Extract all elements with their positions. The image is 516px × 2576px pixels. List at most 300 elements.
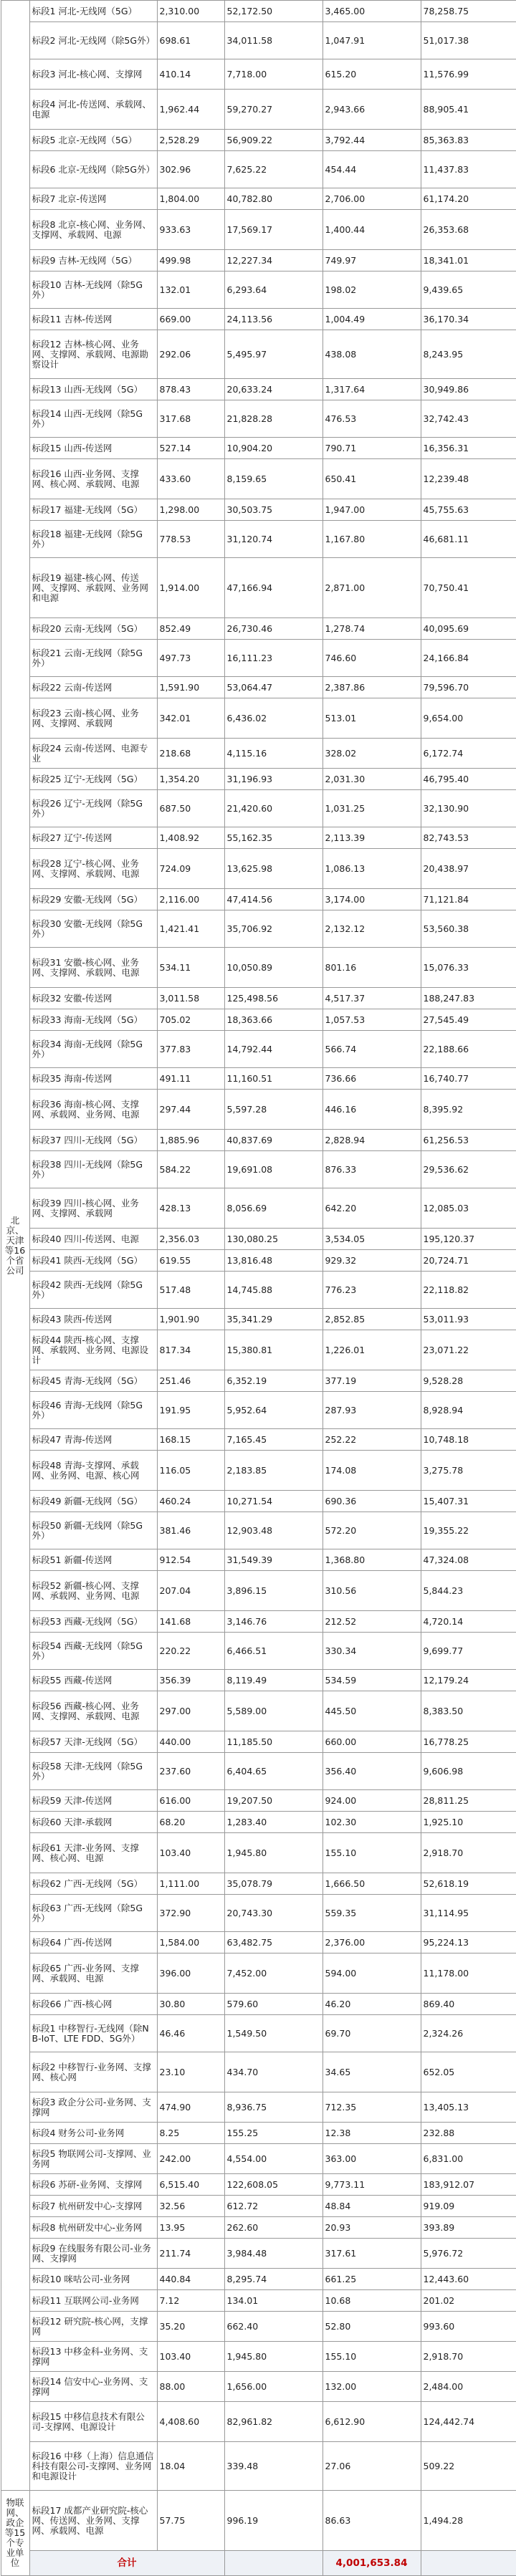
value-cell-c3: 27.06 (322, 2442, 421, 2491)
value-cell-c3: 661.25 (322, 2269, 421, 2290)
value-cell-c3: 746.60 (322, 640, 421, 677)
value-cell-c2: 12,227.34 (224, 250, 322, 271)
value-cell-c4: 20,724.71 (421, 1250, 516, 1272)
value-cell-c3: 1,666.50 (322, 1873, 421, 1895)
value-cell-c3: 476.53 (322, 400, 421, 438)
value-cell-c3: 3,174.00 (322, 889, 421, 910)
value-cell-c2: 155.25 (224, 2123, 322, 2144)
section-name-cell: 标段13 山西-无线网（5G） (29, 379, 157, 400)
value-cell-c4: 52,618.19 (421, 1873, 516, 1895)
value-cell-c2: 4,115.16 (224, 739, 322, 769)
value-cell-c1: 116.05 (157, 1451, 224, 1491)
value-cell-c3: 86.63 (322, 2491, 421, 2551)
value-cell-c4: 9,654.00 (421, 698, 516, 739)
value-cell-c2: 2,183.85 (224, 1451, 322, 1491)
section-name-cell: 标段8 北京-核心网、业务网、支撑网、承载网、电源 (29, 210, 157, 250)
section-name-cell: 标段18 福建-无线网（除5G外） (29, 521, 157, 558)
section-name-cell: 标段1 中移智行-无线网（除NB-IoT、LTE FDD、5G外） (29, 2015, 157, 2052)
section-name-cell: 标段1 河北-无线网（5G） (29, 1, 157, 22)
value-cell-c2: 662.40 (224, 2312, 322, 2342)
value-cell-c2: 1,549.50 (224, 2015, 322, 2052)
value-cell-c4: 993.60 (421, 2312, 516, 2342)
value-cell-c3: 534.59 (322, 1670, 421, 1691)
table-row (1, 1188, 516, 1229)
value-cell-c2: 47,166.94 (224, 558, 322, 618)
value-cell-c4: 18,341.01 (421, 250, 516, 271)
value-cell-c4: 9,439.65 (421, 271, 516, 309)
value-cell-c2: 7,625.22 (224, 151, 322, 188)
table-row (1, 948, 516, 988)
value-cell-c3: 328.02 (322, 739, 421, 769)
value-cell-c1: 584.22 (157, 1151, 224, 1188)
value-cell-c4: 4,720.14 (421, 1611, 516, 1633)
value-cell-c1: 1,591.90 (157, 677, 224, 698)
group-label-cell: 北京、天津等16个省公司 (1, 1, 29, 2491)
value-cell-c2: 10,271.54 (224, 1491, 322, 1512)
value-cell-c4: 9,699.77 (421, 1633, 516, 1670)
table-row (1, 1812, 516, 1833)
value-cell-c4: 195,120.37 (421, 1229, 516, 1250)
value-cell-c3: 2,828.94 (322, 1130, 421, 1151)
section-name-cell: 标段31 安徽-核心网、业务网、支撑网、承载网、电源 (29, 948, 157, 988)
section-name-cell: 标段47 青海-传送网 (29, 1429, 157, 1451)
table-row (1, 1873, 516, 1895)
value-cell-c2: 1,945.80 (224, 2342, 322, 2372)
table-row (1, 2015, 516, 2052)
value-cell-c3: 566.74 (322, 1031, 421, 1068)
table-row (1, 271, 516, 309)
value-cell-c1: 141.68 (157, 1611, 224, 1633)
table-row (1, 459, 516, 499)
table-row (1, 2442, 516, 2491)
value-cell-c1: 317.68 (157, 400, 224, 438)
value-cell-c1: 534.11 (157, 948, 224, 988)
value-cell-c1: 440.84 (157, 2269, 224, 2290)
value-cell-c1: 619.55 (157, 1250, 224, 1272)
value-cell-c1: 7.12 (157, 2290, 224, 2312)
table-row (1, 1031, 516, 1068)
value-cell-c2: 6,404.65 (224, 1753, 322, 1790)
total-value-cell-c3 (421, 2551, 516, 2576)
section-name-cell: 标段14 信安中心-业务网、支撑网 (29, 2372, 157, 2402)
value-cell-c2: 56,909.22 (224, 130, 322, 151)
value-cell-c1: 242.00 (157, 2144, 224, 2174)
value-cell-c2: 52,172.50 (224, 1, 322, 22)
value-cell-c1: 2,116.00 (157, 889, 224, 910)
section-name-cell: 标段34 海南-无线网（除5G外） (29, 1031, 157, 1068)
value-cell-c3: 1,400.44 (322, 210, 421, 250)
section-name-cell: 标段39 四川-核心网、业务网、支撑网、承载网 (29, 1188, 157, 1229)
value-cell-c1: 4,408.60 (157, 2402, 224, 2442)
table-row (1, 2239, 516, 2269)
value-cell-c2: 63,482.75 (224, 1932, 322, 1953)
value-cell-c1: 132.01 (157, 271, 224, 309)
section-name-cell: 标段27 辽宁-传送网 (29, 827, 157, 849)
value-cell-c1: 1,421.41 (157, 910, 224, 948)
value-cell-c1: 527.14 (157, 438, 224, 459)
value-cell-c1: 88.00 (157, 2372, 224, 2402)
section-name-cell: 标段66 广西-核心网 (29, 1994, 157, 2015)
section-name-cell: 标段29 安徽-无线网（5G） (29, 889, 157, 910)
value-cell-c3: 712.35 (322, 2092, 421, 2123)
table-row (1, 1691, 516, 1731)
table-row (1, 130, 516, 151)
table-row (1, 1068, 516, 1090)
table-row (1, 2174, 516, 2196)
value-cell-c4: 11,178.00 (421, 1953, 516, 1994)
section-name-cell: 标段17 福建-无线网（5G） (29, 499, 157, 521)
value-cell-c3: 749.97 (322, 250, 421, 271)
table-row (1, 1151, 516, 1188)
value-cell-c2: 53,064.47 (224, 677, 322, 698)
value-cell-c1: 724.09 (157, 849, 224, 889)
value-cell-c4: 16,778.25 (421, 1731, 516, 1753)
value-cell-c4: 47,324.08 (421, 1549, 516, 1571)
table-row (1, 1250, 516, 1272)
value-cell-c4: 61,174.20 (421, 188, 516, 210)
section-name-cell: 标段45 青海-无线网（5G） (29, 1370, 157, 1392)
value-cell-c2: 3,896.15 (224, 1571, 322, 1611)
value-cell-c4: 53,560.38 (421, 910, 516, 948)
value-cell-c3: 2,113.39 (322, 827, 421, 849)
value-cell-c4: 188,247.83 (421, 988, 516, 1009)
table-row (1, 309, 516, 330)
value-cell-c1: 220.22 (157, 1633, 224, 1670)
value-cell-c4: 5,976.72 (421, 2239, 516, 2269)
table-row (1, 2123, 516, 2144)
table-row (1, 769, 516, 790)
value-cell-c2: 3,146.76 (224, 1611, 322, 1633)
section-name-cell: 标段9 在线服务有限公司-业务网、支撑网 (29, 2239, 157, 2269)
table-row (1, 1895, 516, 1932)
table-row (1, 1451, 516, 1491)
section-name-cell: 标段32 安徽-传送网 (29, 988, 157, 1009)
value-cell-c3: 1,004.49 (322, 309, 421, 330)
section-name-cell: 标段21 云南-无线网（除5G外） (29, 640, 157, 677)
value-cell-c3: 513.01 (322, 698, 421, 739)
section-name-cell: 标段44 陕西-核心网、支撑网、承载网、业务网、电源设计 (29, 1330, 157, 1370)
value-cell-c4: 40,095.69 (421, 618, 516, 640)
value-cell-c2: 40,782.80 (224, 188, 322, 210)
value-cell-c3: 46.20 (322, 1994, 421, 2015)
value-cell-c2: 55,162.35 (224, 827, 322, 849)
section-name-cell: 标段60 天津-承载网 (29, 1812, 157, 1833)
value-cell-c4: 3,275.78 (421, 1451, 516, 1491)
value-cell-c2: 6,436.02 (224, 698, 322, 739)
value-cell-c4: 2,484.00 (421, 2372, 516, 2402)
section-name-cell: 标段46 青海-无线网（除5G外） (29, 1392, 157, 1429)
value-cell-c3: 198.02 (322, 271, 421, 309)
table-row (1, 1229, 516, 1250)
section-name-cell: 标段16 山西-业务网、支撑网、核心网、承载网、电源 (29, 459, 157, 499)
value-cell-c1: 933.63 (157, 210, 224, 250)
value-cell-c3: 2,132.12 (322, 910, 421, 948)
table-row (1, 1549, 516, 1571)
section-name-cell: 标段3 河北-核心网、支撑网 (29, 59, 157, 90)
section-name-cell: 标段54 西藏-无线网（除5G外） (29, 1633, 157, 1670)
section-name-cell: 标段40 四川-传送网、电源 (29, 1229, 157, 1250)
value-cell-c3: 1,086.13 (322, 849, 421, 889)
value-cell-c4: 26,353.68 (421, 210, 516, 250)
value-cell-c4: 53,011.93 (421, 1309, 516, 1330)
value-cell-c1: 377.83 (157, 1031, 224, 1068)
total-label-cell: 合计 (29, 2551, 224, 2576)
value-cell-c1: 852.49 (157, 618, 224, 640)
table-row (1, 210, 516, 250)
value-cell-c2: 16,111.23 (224, 640, 322, 677)
section-name-cell: 标段49 新疆-无线网（5G） (29, 1491, 157, 1512)
value-cell-c4: 12,443.60 (421, 2269, 516, 2290)
value-cell-c3: 1,368.80 (322, 1549, 421, 1571)
table-row (1, 1272, 516, 1309)
value-cell-c4: 393.89 (421, 2217, 516, 2239)
table-row (1, 618, 516, 640)
value-cell-c1: 46.46 (157, 2015, 224, 2052)
value-cell-c2: 40,837.69 (224, 1130, 322, 1151)
value-cell-c4: 36,170.34 (421, 309, 516, 330)
table-row (1, 1309, 516, 1330)
value-cell-c3: 790.71 (322, 438, 421, 459)
value-cell-c2: 11,185.50 (224, 1731, 322, 1753)
section-name-cell: 标段51 新疆-传送网 (29, 1549, 157, 1571)
value-cell-c1: 1,962.44 (157, 90, 224, 130)
value-cell-c4: 31,114.95 (421, 1895, 516, 1932)
value-cell-c1: 168.15 (157, 1429, 224, 1451)
section-name-cell: 标段24 云南-传送网、电源专业 (29, 739, 157, 769)
value-cell-c3: 1,947.00 (322, 499, 421, 521)
value-cell-c3: 559.35 (322, 1895, 421, 1932)
value-cell-c3: 102.30 (322, 1812, 421, 1833)
value-cell-c4: 78,258.75 (421, 1, 516, 22)
section-name-cell: 标段15 中移信息技术有限公司-支撑网、电源设计 (29, 2402, 157, 2442)
value-cell-c2: 5,597.28 (224, 1090, 322, 1130)
value-cell-c1: 499.98 (157, 250, 224, 271)
value-cell-c1: 1,901.90 (157, 1309, 224, 1330)
value-cell-c2: 8,936.75 (224, 2092, 322, 2123)
value-cell-c1: 218.68 (157, 739, 224, 769)
value-cell-c1: 381.46 (157, 1512, 224, 1549)
value-cell-c2: 31,196.93 (224, 769, 322, 790)
section-name-cell: 标段19 福建-核心网、传送网、支撑网、承载网、业务网和电源 (29, 558, 157, 618)
value-cell-c4: 19,355.22 (421, 1512, 516, 1549)
total-value-cell-c2: 4,001,653.84 (322, 2551, 421, 2576)
section-name-cell: 标段43 陕西-传送网 (29, 1309, 157, 1330)
value-cell-c1: 35.20 (157, 2312, 224, 2342)
value-cell-c4: 51,017.38 (421, 22, 516, 59)
table-row (1, 1429, 516, 1451)
value-cell-c4: 9,606.98 (421, 1753, 516, 1790)
value-cell-c3: 2,706.00 (322, 188, 421, 210)
value-cell-c1: 8.25 (157, 2123, 224, 2144)
value-cell-c2: 14,792.44 (224, 1031, 322, 1068)
section-name-cell: 标段59 天津-传送网 (29, 1790, 157, 1812)
table-row (1, 739, 516, 769)
value-cell-c1: 1,804.00 (157, 188, 224, 210)
table-row (1, 1571, 516, 1611)
value-cell-c2: 47,414.56 (224, 889, 322, 910)
value-cell-c3: 310.56 (322, 1571, 421, 1611)
value-cell-c2: 579.60 (224, 1994, 322, 2015)
value-cell-c1: 292.06 (157, 330, 224, 379)
value-cell-c4: 869.40 (421, 1994, 516, 2015)
value-cell-c2: 122,608.05 (224, 2174, 322, 2196)
value-cell-c2: 6,466.51 (224, 1633, 322, 1670)
value-cell-c3: 4,517.37 (322, 988, 421, 1009)
table-row (1, 2402, 516, 2442)
value-cell-c4: 28,811.25 (421, 1790, 516, 1812)
value-cell-c2: 434.70 (224, 2052, 322, 2092)
value-cell-c4: 8,395.92 (421, 1090, 516, 1130)
section-name-cell: 标段10 咪咕公司-业务网 (29, 2269, 157, 2290)
value-cell-c1: 207.04 (157, 1571, 224, 1611)
value-cell-c1: 778.53 (157, 521, 224, 558)
table-row (1, 1932, 516, 1953)
value-cell-c4: 12,179.24 (421, 1670, 516, 1691)
value-cell-c3: 69.70 (322, 2015, 421, 2052)
value-cell-c1: 1,111.00 (157, 1873, 224, 1895)
table-row (1, 2196, 516, 2217)
table-row (1, 2052, 516, 2092)
value-cell-c4: 1,925.10 (421, 1812, 516, 1833)
value-cell-c4: 183,912.07 (421, 2174, 516, 2196)
value-cell-c3: 52.80 (322, 2312, 421, 2342)
value-cell-c2: 8,119.49 (224, 1670, 322, 1691)
section-name-cell: 标段53 西藏-无线网（5G） (29, 1611, 157, 1633)
value-cell-c3: 174.08 (322, 1451, 421, 1491)
value-cell-c3: 48.84 (322, 2196, 421, 2217)
value-cell-c3: 736.66 (322, 1068, 421, 1090)
value-cell-c1: 297.44 (157, 1090, 224, 1130)
section-name-cell: 标段5 物联网公司-支撑网、业务网 (29, 2144, 157, 2174)
section-name-cell: 标段64 广西-传送网 (29, 1932, 157, 1953)
value-cell-c1: 1,584.00 (157, 1932, 224, 1953)
value-cell-c3: 1,167.80 (322, 521, 421, 558)
value-cell-c2: 13,625.98 (224, 849, 322, 889)
section-name-cell: 标段52 新疆-核心网、支撑网、承载网、业务网、电源 (29, 1571, 157, 1611)
value-cell-c1: 1,885.96 (157, 1130, 224, 1151)
value-cell-c3: 1,278.74 (322, 618, 421, 640)
value-cell-c2: 21,420.60 (224, 790, 322, 827)
table-row (1, 250, 516, 271)
section-name-cell: 标段28 辽宁-核心网、业务网、支撑网、承载网、电源 (29, 849, 157, 889)
section-name-cell: 标段57 天津-无线网（5G） (29, 1731, 157, 1753)
value-cell-c2: 6,293.64 (224, 271, 322, 309)
value-cell-c4: 12,239.48 (421, 459, 516, 499)
value-cell-c3: 3,465.00 (322, 1, 421, 22)
value-cell-c3: 132.00 (322, 2372, 421, 2402)
table-row (1, 2491, 516, 2551)
value-cell-c4: 46,795.40 (421, 769, 516, 790)
value-cell-c2: 20,633.24 (224, 379, 322, 400)
value-cell-c1: 356.39 (157, 1670, 224, 1691)
table-row (1, 1090, 516, 1130)
value-cell-c1: 2,310.00 (157, 1, 224, 22)
value-cell-c4: 16,356.31 (421, 438, 516, 459)
section-name-cell: 标段30 安徽-无线网（除5G外） (29, 910, 157, 948)
value-cell-c4: 79,596.70 (421, 677, 516, 698)
table-row (1, 2144, 516, 2174)
section-name-cell: 标段61 天津-业务网、支撑网、核心网、电源 (29, 1833, 157, 1873)
value-cell-c1: 237.60 (157, 1753, 224, 1790)
value-cell-c3: 445.50 (322, 1691, 421, 1731)
section-name-cell: 标段4 财务公司-业务网 (29, 2123, 157, 2144)
value-cell-c4: 6,172.74 (421, 739, 516, 769)
value-cell-c2: 7,452.00 (224, 1953, 322, 1994)
table-row (1, 379, 516, 400)
value-cell-c4: 12,085.03 (421, 1188, 516, 1229)
value-cell-c1: 912.54 (157, 1549, 224, 1571)
value-cell-c4: 13,405.13 (421, 2092, 516, 2123)
section-name-cell: 标段15 山西-传送网 (29, 438, 157, 459)
value-cell-c1: 297.00 (157, 1691, 224, 1731)
table-row (1, 90, 516, 130)
value-cell-c4: 232.88 (421, 2123, 516, 2144)
value-cell-c4: 652.05 (421, 2052, 516, 2092)
table-row (1, 2092, 516, 2123)
value-cell-c3: 3,792.44 (322, 130, 421, 151)
value-cell-c4: 15,076.33 (421, 948, 516, 988)
table-row (1, 558, 516, 618)
value-cell-c3: 801.16 (322, 948, 421, 988)
section-name-cell: 标段17 成都产业研究院-核心网、传送网、业务网、支撑网、承载网、电源 (29, 2491, 157, 2551)
value-cell-c1: 705.02 (157, 1009, 224, 1031)
value-cell-c2: 130,080.25 (224, 1229, 322, 1250)
value-cell-c4: 11,437.83 (421, 151, 516, 188)
value-cell-c2: 3,984.48 (224, 2239, 322, 2269)
value-cell-c4: 32,742.43 (421, 400, 516, 438)
value-cell-c3: 446.16 (322, 1090, 421, 1130)
value-cell-c1: 878.43 (157, 379, 224, 400)
value-cell-c3: 155.10 (322, 2342, 421, 2372)
value-cell-c2: 26,730.46 (224, 618, 322, 640)
section-name-cell: 标段9 吉林-无线网（5G） (29, 250, 157, 271)
value-cell-c2: 5,495.97 (224, 330, 322, 379)
value-cell-c2: 13,816.48 (224, 1250, 322, 1272)
section-name-cell: 标段4 河北-传送网、承载网、电源 (29, 90, 157, 130)
table-row (1, 1491, 516, 1512)
value-cell-c4: 71,121.84 (421, 889, 516, 910)
table-row (1, 188, 516, 210)
table-row (1, 1130, 516, 1151)
section-name-cell: 标段14 山西-无线网（除5G外） (29, 400, 157, 438)
section-name-cell: 标段23 云南-核心网、业务网、支撑网、承载网 (29, 698, 157, 739)
value-cell-c2: 8,056.69 (224, 1188, 322, 1229)
section-name-cell: 标段65 广西-业务网、支撑网、承载网、电源 (29, 1953, 157, 1994)
section-name-cell: 标段6 苏研-业务网、支撑网 (29, 2174, 157, 2196)
section-name-cell: 标段5 北京-无线网（5G） (29, 130, 157, 151)
value-cell-c1: 460.24 (157, 1491, 224, 1512)
value-cell-c2: 10,904.20 (224, 438, 322, 459)
table-row (1, 1512, 516, 1549)
section-name-cell: 标段12 吉林-核心网、业务网、支撑网、承载网、电源勘察设计 (29, 330, 157, 379)
table-row (1, 849, 516, 889)
value-cell-c4: 46,681.11 (421, 521, 516, 558)
value-cell-c2: 17,569.17 (224, 210, 322, 250)
value-cell-c4: 88,905.41 (421, 90, 516, 130)
table-row (1, 1994, 516, 2015)
value-cell-c4: 2,918.70 (421, 1833, 516, 1873)
value-cell-c3: 12.38 (322, 2123, 421, 2144)
value-cell-c2: 31,549.39 (224, 1549, 322, 1571)
value-cell-c2: 11,160.51 (224, 1068, 322, 1090)
section-name-cell: 标段16 中移（上海）信息通信科技有限公司-支撑网、业务网和电源设计 (29, 2442, 157, 2491)
table-row (1, 889, 516, 910)
section-name-cell: 标段20 云南-无线网（5G） (29, 618, 157, 640)
value-cell-c4: 22,118.82 (421, 1272, 516, 1309)
value-cell-c1: 211.74 (157, 2239, 224, 2269)
value-cell-c3: 876.33 (322, 1151, 421, 1188)
value-cell-c4: 919.09 (421, 2196, 516, 2217)
